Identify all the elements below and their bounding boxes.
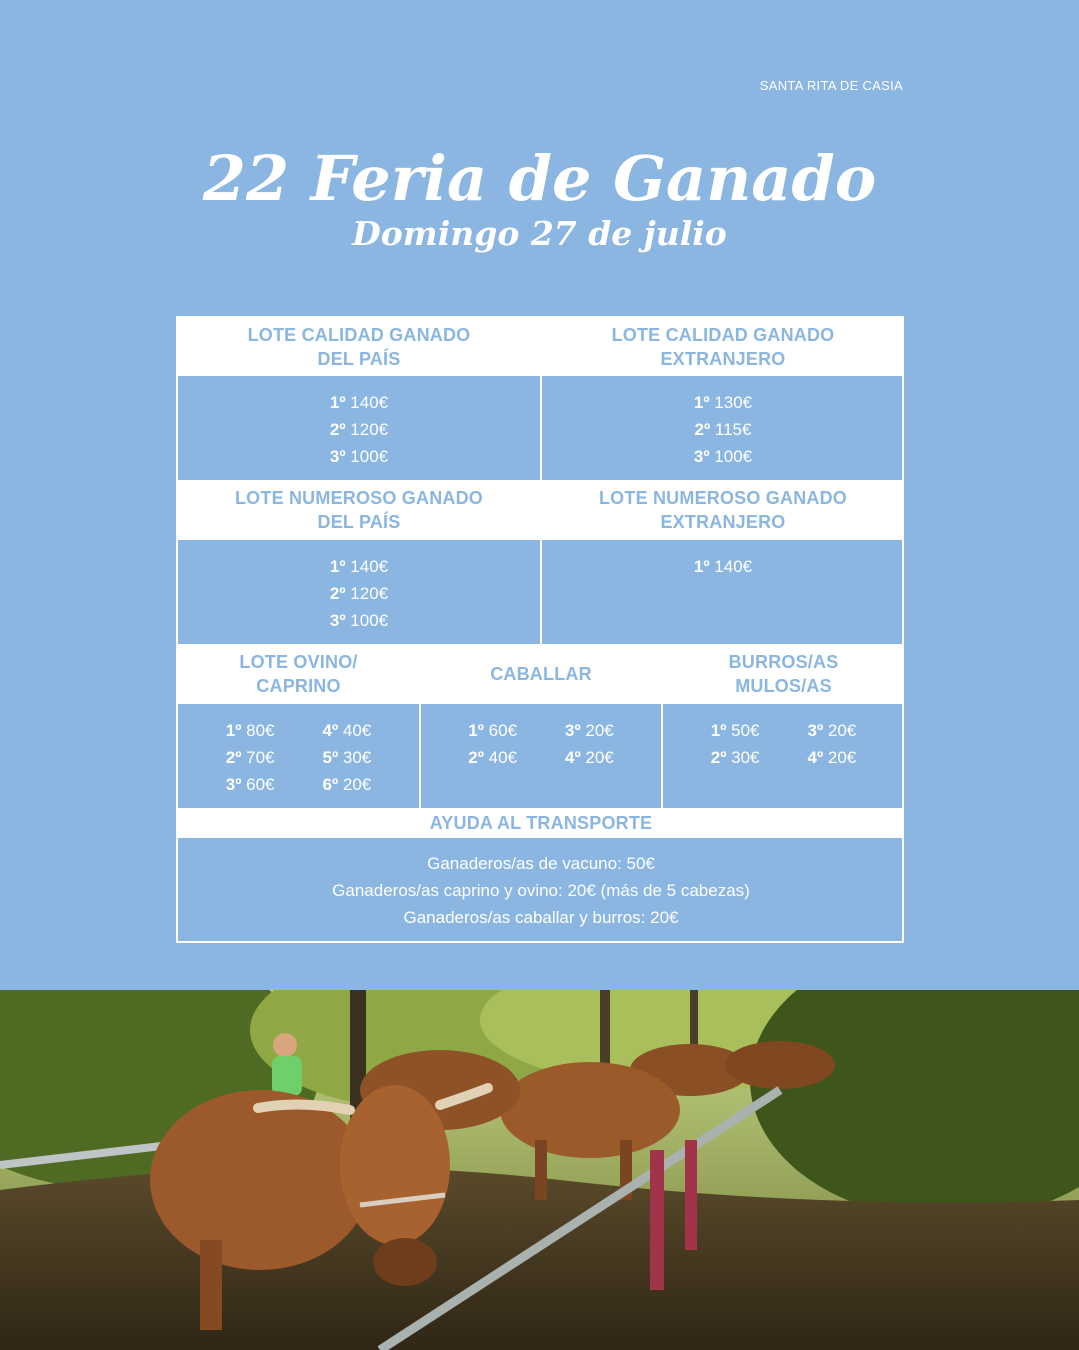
prize-row xyxy=(226,771,275,798)
prize-row xyxy=(323,744,372,771)
prize-amount: 70€ xyxy=(241,748,275,767)
cattle-photo-illustration xyxy=(0,990,1079,1350)
prize-row xyxy=(542,443,904,470)
prize-place: 2º xyxy=(225,748,242,767)
prize-amount: 20€ xyxy=(580,748,614,767)
prize-amount: 20€ xyxy=(338,775,372,794)
transport-line: Ganaderos/as caballar y burros: 20€ xyxy=(403,908,679,927)
header-calidad-extranjero xyxy=(542,318,904,376)
prize-amount: 130€ xyxy=(709,393,753,412)
prize-amount: 30€ xyxy=(726,748,760,767)
transport-line: Ganaderos/as caprino y ovino: 20€ (más de 5 cabezas) xyxy=(332,881,750,900)
prize-place: 2º xyxy=(468,748,484,767)
prize-place: 2º xyxy=(710,748,727,767)
header-ovino xyxy=(178,644,419,704)
prize-row xyxy=(178,416,540,443)
cattle-photo xyxy=(0,990,1079,1350)
header-line: AYUDA AL TRANSPORTE xyxy=(429,813,653,833)
header-line: EXTRANJERO xyxy=(660,512,786,532)
prize-place: 1º xyxy=(329,393,346,412)
prize-amount: 120€ xyxy=(345,420,389,439)
prize-row xyxy=(468,717,517,744)
header-burros xyxy=(663,644,904,704)
prize-place: 1º xyxy=(693,557,710,576)
prize-row xyxy=(542,389,904,416)
prize-amount: 20€ xyxy=(823,721,857,740)
prize-place: 4º xyxy=(807,748,824,767)
header-line: LOTE NUMEROSO GANADO xyxy=(234,488,483,508)
prize-amount: 30€ xyxy=(338,748,372,767)
prize-amount: 20€ xyxy=(823,748,857,767)
prize-amount: 60€ xyxy=(483,721,517,740)
prize-place: 1º xyxy=(329,557,346,576)
prize-place: 3º xyxy=(329,447,346,466)
transport-info xyxy=(178,838,904,941)
header-line: LOTE OVINO/ xyxy=(239,652,358,672)
header-line: EXTRANJERO xyxy=(660,349,786,369)
prize-column xyxy=(468,717,517,808)
prize-place: 3º xyxy=(329,611,346,630)
header-line: CAPRINO xyxy=(256,676,341,696)
transport-line: Ganaderos/as de vacuno: 50€ xyxy=(427,854,655,873)
prize-row xyxy=(468,744,517,771)
prize-row xyxy=(226,717,275,744)
prize-amount: 80€ xyxy=(241,721,275,740)
prize-row xyxy=(178,607,540,634)
prize-row xyxy=(178,389,540,416)
header-line: LOTE NUMEROSO GANADO xyxy=(598,488,847,508)
prize-amount: 50€ xyxy=(726,721,760,740)
prize-place: 2º xyxy=(694,420,711,439)
header-calidad-pais xyxy=(178,318,540,376)
prizes-burros xyxy=(663,704,904,808)
prize-place: 3º xyxy=(565,721,581,740)
prize-row xyxy=(323,771,372,798)
prize-place: 6º xyxy=(322,775,339,794)
prize-column xyxy=(323,717,372,808)
prize-row xyxy=(542,416,904,443)
prize-place: 2º xyxy=(329,420,346,439)
prizes-calidad-extranjero xyxy=(542,376,904,480)
prize-place: 3º xyxy=(693,447,710,466)
prize-amount: 100€ xyxy=(345,611,389,630)
header-line: CABALLAR xyxy=(490,664,592,684)
prizes-ovino xyxy=(178,704,419,808)
header-line: BURROS/AS xyxy=(728,652,839,672)
prize-row xyxy=(178,443,540,470)
prize-column xyxy=(565,717,614,808)
prize-amount: 20€ xyxy=(580,721,614,740)
page-subtitle: Domingo 27 de julio xyxy=(352,214,727,253)
prize-place: 5º xyxy=(322,748,339,767)
prize-column xyxy=(808,717,857,808)
header-caballar xyxy=(421,644,661,704)
prize-row xyxy=(711,744,760,771)
prize-row xyxy=(565,744,614,771)
prize-row xyxy=(808,717,857,744)
prize-amount: 140€ xyxy=(345,557,389,576)
prize-place: 2º xyxy=(329,584,346,603)
prize-place: 4º xyxy=(565,748,581,767)
header-numeroso-pais xyxy=(178,480,540,540)
prize-row xyxy=(178,553,540,580)
page-title: 22 Feria de Ganado xyxy=(202,142,877,215)
prize-column xyxy=(711,717,760,808)
header-line: MULOS/AS xyxy=(735,676,832,696)
prize-place: 3º xyxy=(225,775,242,794)
prize-column xyxy=(226,717,275,808)
prize-amount: 100€ xyxy=(345,447,389,466)
prizes-calidad-pais xyxy=(178,376,540,480)
header-transporte xyxy=(178,808,904,838)
prizes-caballar xyxy=(421,704,661,808)
prize-row xyxy=(323,717,372,744)
prize-row xyxy=(808,744,857,771)
prize-place: 1º xyxy=(468,721,484,740)
prize-amount: 115€ xyxy=(710,420,752,439)
prize-amount: 120€ xyxy=(345,584,389,603)
prize-row xyxy=(565,717,614,744)
prize-row xyxy=(711,717,760,744)
prize-amount: 40€ xyxy=(483,748,517,767)
prize-place: 1º xyxy=(710,721,727,740)
prize-row xyxy=(542,553,904,580)
prize-amount: 60€ xyxy=(241,775,275,794)
prize-place: 3º xyxy=(807,721,824,740)
header-line: DEL PAÍS xyxy=(317,512,401,532)
header-line: LOTE CALIDAD GANADO xyxy=(611,325,835,345)
prize-place: 1º xyxy=(225,721,242,740)
prize-row xyxy=(178,580,540,607)
prize-row xyxy=(226,744,275,771)
prize-amount: 40€ xyxy=(338,721,372,740)
header-numeroso-extranjero xyxy=(542,480,904,540)
header-tag: SANTA RITA DE CASIA xyxy=(759,78,903,93)
prize-amount: 100€ xyxy=(709,447,753,466)
prizes-numeroso-pais xyxy=(178,540,540,644)
prize-amount: 140€ xyxy=(345,393,389,412)
prize-table xyxy=(176,316,904,943)
header-line: DEL PAÍS xyxy=(317,349,401,369)
prize-amount: 140€ xyxy=(709,557,753,576)
prize-place: 1º xyxy=(693,393,710,412)
prize-place: 4º xyxy=(322,721,339,740)
header-line: LOTE CALIDAD GANADO xyxy=(247,325,471,345)
prizes-numeroso-extranjero xyxy=(542,540,904,644)
